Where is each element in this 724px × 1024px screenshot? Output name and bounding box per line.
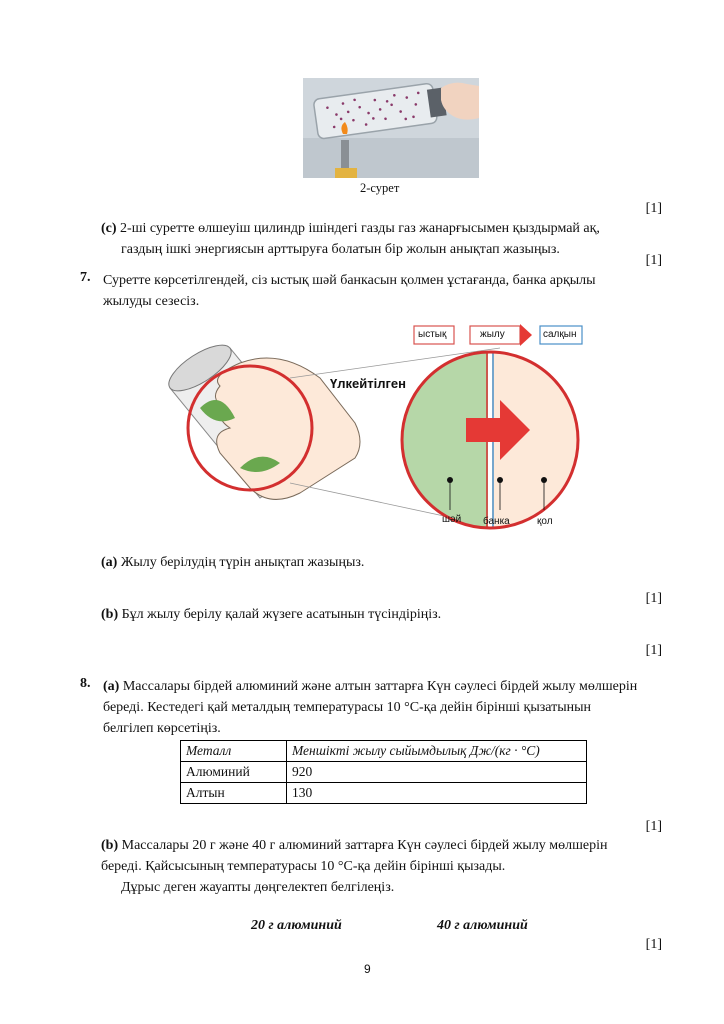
table-header: Металл [181,741,287,762]
q6c-mark: [1] [645,253,662,268]
q8a-label: (a) [103,679,120,694]
label-enlarged: Үлкейтілген [330,376,406,391]
page-number: 9 [364,962,371,976]
q7b-label: (b) [101,607,119,622]
q7-text-line2: жылуды сезесіз. [103,294,200,309]
q8b-instruction: Дұрыс деген жауапты дөңгелектеп белгілеңіз. [121,880,395,895]
table-cell: Алтын [181,783,287,804]
metals-table [180,740,587,804]
q6b-mark: [1] [645,201,662,216]
label-heat: жылу [480,329,505,340]
label-cold: салқын [543,329,577,340]
q8b-mark: [1] [645,937,662,952]
table-header-row [181,741,587,762]
q7-figure-drawing [160,318,590,538]
q7b-text: Бұл жылу берілу қалай жүзеге асатынын түсіндіріңіз. [121,607,442,622]
q6c-label: (c) [101,221,117,236]
q6c-text-line1: 2-ші суретте өлшеуіш цилиндр ішіндегі газды газ жанарғысымен қыздырмай ақ, [120,221,600,236]
table-cell: 130 [287,783,587,804]
q8b-line2: береді. Қайсысының температурасы 10 °С-қа дейін бірінші қызады. [101,859,506,874]
label-hand: қол [537,516,553,527]
label-hot: ыстық [418,329,447,340]
option-20g-aluminium[interactable]: 20 г алюминий [251,918,342,933]
q8a-line3: белгілеп көрсетіңіз. [103,721,221,736]
q7a-mark: [1] [645,591,662,606]
q8b-line1: Массалары 20 г және 40 г алюминий заттарға Күн сәулесі бірдей жылу мөлшерін [121,838,608,853]
q7-stem [103,270,663,312]
q7-text-line1: Суретте көрсетілгендей, сіз ыстық шәй банкасын қолмен ұстағанда, банка арқылы [103,273,596,288]
q8-number: 8. [80,676,91,691]
q8a-block [103,676,663,739]
q8b-label: (b) [101,838,119,853]
label-can: банка [483,516,510,527]
q7b-question [101,607,441,623]
figure-2-caption: 2-сурет [360,181,400,195]
q7-number: 7. [80,270,91,285]
q7b-mark: [1] [645,643,662,658]
q7-figure [160,318,590,538]
table-cell: 920 [287,762,587,783]
q8b-block [101,835,663,877]
q8a-line2: береді. Кестедегі қай металдың температурасы 10 °С-қа дейін бірінші қызатынын [103,700,592,715]
option-40g-aluminium[interactable]: 40 г алюминий [437,918,528,933]
q8a-mark: [1] [645,819,662,834]
label-tea: шәй [442,514,462,525]
table-row [181,783,587,804]
q6c-block [101,218,662,260]
q6c-text-line2: газдың ішкі энергиясын арттыруға болатын бір жолын анықтап жазыңыз. [121,242,560,257]
table-cell: Алюминий [181,762,287,783]
figure-2-photo [303,78,479,178]
table-header: Меншікті жылу сыйымдылық Дж/(кг · °С) [287,741,587,762]
q7a-question [101,555,364,571]
q7a-text: Жылу берілудің түрін анықтап жазыңыз. [120,555,365,570]
table-row [181,762,587,783]
q7a-label: (a) [101,555,118,570]
q8a-line1: Массалары бірдей алюминий және алтын заттарға Күн сәулесі бірдей жылу мөлшерін [122,679,638,694]
